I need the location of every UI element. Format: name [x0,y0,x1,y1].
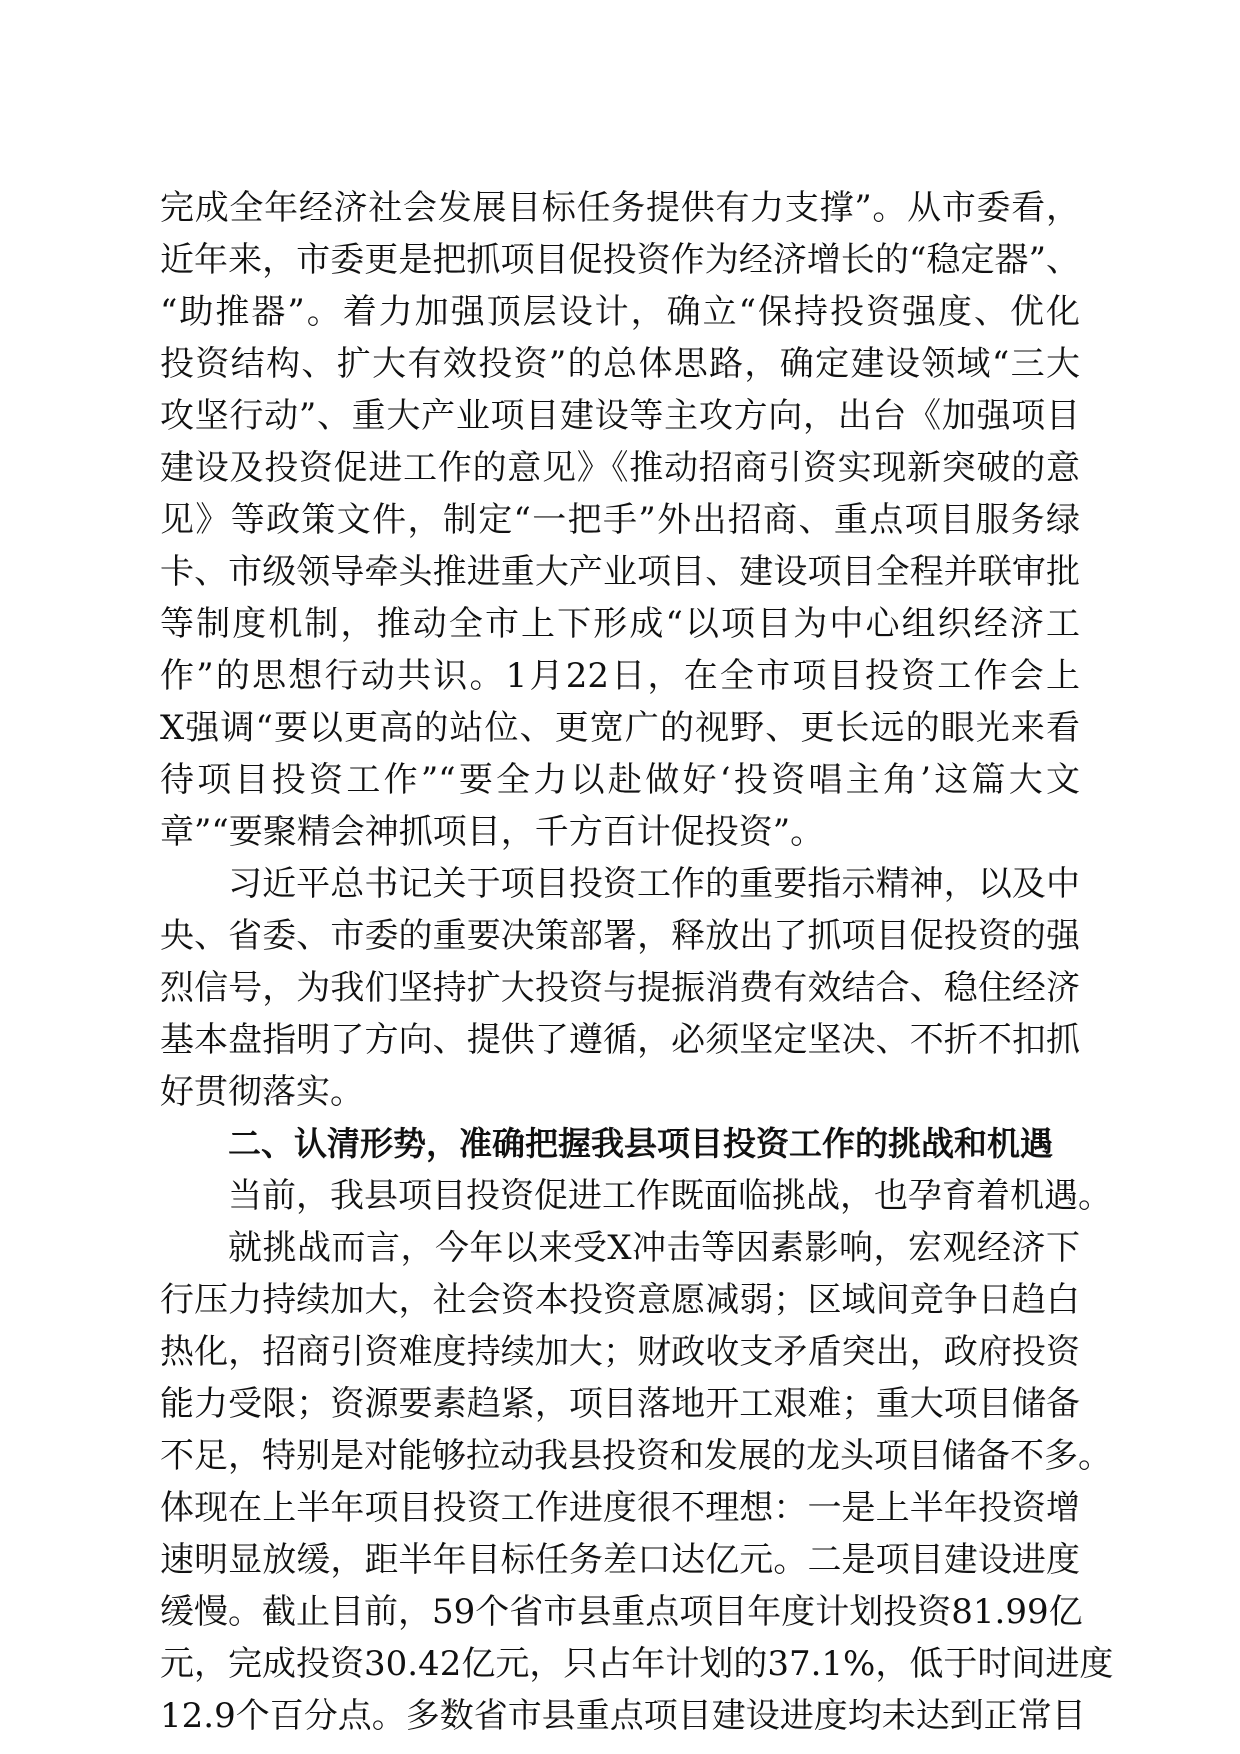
text-line-18: 好贯彻落实。 [160,1072,364,1112]
text-line-30: 12.9个百分点。多数省市县重点项目建设进度均未达到正常目 [160,1696,1086,1736]
text-line-23: 热化，招商引资难度持续加大；财政收支矛盾突出，政府投资 [160,1332,1080,1372]
text-line-3: “助推器”。着力加强顶层设计，确立“保持投资强度、优化 [160,292,1080,332]
text-line-21: 就挑战而言，今年以来受X冲击等因素影响，宏观经济下 [228,1228,1080,1268]
text-line-9: 等制度机制，推动全市上下形成“以项目为中心组织经济工 [160,604,1080,644]
text-line-26: 体现在上半年项目投资工作进度很不理想：一是上半年投资增 [160,1488,1080,1528]
text-line-8: 卡、市级领导牵头推进重大产业项目、建设项目全程并联审批 [160,552,1080,592]
text-line-28: 缓慢。截止目前，59个省市县重点项目年度计划投资81.99亿 [160,1592,1083,1632]
text-line-27: 速明显放缓，距半年目标任务差口达亿元。二是项目建设进度 [160,1540,1080,1580]
text-line-10: 作”的思想行动共识。1月22日，在全市项目投资工作会上 [160,656,1080,696]
text-line-17: 基本盘指明了方向、提供了遵循，必须坚定坚决、不折不扣抓 [160,1020,1080,1060]
text-line-25: 不足，特别是对能够拉动我县投资和发展的龙头项目储备不多。 [160,1436,1112,1476]
text-line-15: 央、省委、市委的重要决策部署，释放出了抓项目促投资的强 [160,916,1080,956]
text-line-16: 烈信号，为我们坚持扩大投资与提振消费有效结合、稳住经济 [160,968,1080,1008]
text-line-5: 攻坚行动”、重大产业项目建设等主攻方向，出台《加强项目 [160,396,1080,436]
text-line-29: 元，完成投资30.42亿元，只占年计划的37.1%，低于时间进度 [160,1644,1114,1684]
text-line-22: 行压力持续加大，社会资本投资意愿减弱；区域间竞争日趋白 [160,1280,1080,1320]
text-line-7: 见》等政策文件，制定“一把手”外出招商、重点项目服务绿 [160,500,1080,540]
text-line-13: 章”“要聚精会神抓项目，千方百计促投资”。 [160,812,825,852]
text-line-24: 能力受限；资源要素趋紧，项目落地开工艰难；重大项目储备 [160,1384,1080,1424]
text-line-11: X强调“要以更高的站位、更宽广的视野、更长远的眼光来看 [160,708,1080,748]
text-line-14: 习近平总书记关于项目投资工作的重要指示精神，以及中 [228,864,1080,904]
text-line-4: 投资结构、扩大有效投资”的总体思路，确定建设领域“三大 [160,344,1080,384]
text-line-2: 近年来，市委更是把抓项目促投资作为经济增长的“稳定器”、 [160,240,1080,280]
text-line-1: 完成全年经济社会发展目标任务提供有力支撑”。从市委看， [160,188,1080,228]
text-line-20: 当前，我县项目投资促进工作既面临挑战，也孕育着机遇。 [228,1176,1112,1216]
text-line-12: 待项目投资工作”“要全力以赴做好‘投资唱主角’这篇大文 [160,760,1080,800]
section-heading: 二、认清形势，准确把握我县项目投资工作的挑战和机遇 [228,1124,1053,1163]
text-line-6: 建设及投资促进工作的意见》《推动招商引资实现新突破的意 [160,448,1080,488]
